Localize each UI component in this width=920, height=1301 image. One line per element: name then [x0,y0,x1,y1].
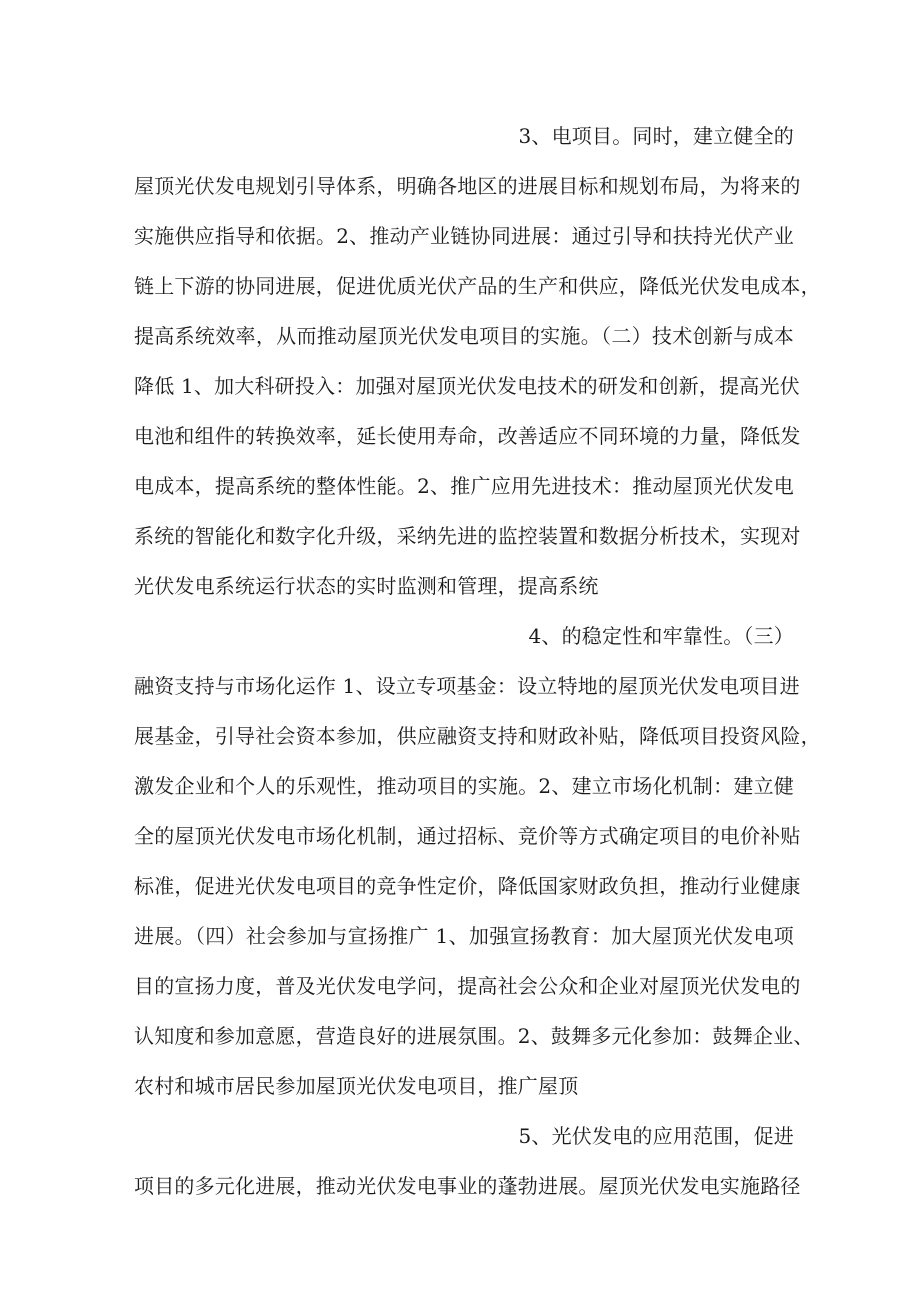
text-line: 提高系统效率，从而推动屋顶光伏发电项目的实施。（二）技术创新与成本 [134,324,794,348]
text-line: 光伏发电系统运行状态的实时监测和管理，提高系统 [134,574,599,598]
text-line: 展基金，引导社会资本参加，供应融资支持和财政补贴，降低项目投资风险， [134,724,821,748]
text-line: 系统的智能化和数字化升级，采纳先进的监控装置和数据分析技术，实现对 [134,524,801,548]
text-line: 认知度和参加意愿，营造良好的进展氛围。2、鼓舞多元化参加：鼓舞企业、 [134,1024,814,1048]
text-line: 电池和组件的转换效率，延长使用寿命，改善适应不同环境的力量，降低发 [134,424,801,448]
text-line: 全的屋顶光伏发电市场化机制，通过招标、竞价等方式确定项目的电价补贴 [134,824,801,848]
text-line: 农村和城市居民参加屋顶光伏发电项目，推广屋顶 [134,1074,579,1098]
text-line: 激发企业和个人的乐观性，推动项目的实施。2、建立市场化机制：建立健 [134,774,794,798]
text-line: 标准，促进光伏发电项目的竞争性定价，降低国家财政负担，推动行业健康 [134,874,801,898]
text-line: 3、电项目。同时，建立健全的 [518,124,794,148]
text-line: 降低 1、加大科研投入：加强对屋顶光伏发电技术的研发和创新，提高光伏 [134,374,800,398]
text-line: 电成本，提高系统的整体性能。2、推广应用先进技术：推动屋顶光伏发电 [134,474,794,498]
text-line: 链上下游的协同进展，促进优质光伏产品的生产和供应，降低光伏发电成本， [134,274,821,298]
text-line: 项目的多元化进展，推动光伏发电事业的蓬勃进展。屋顶光伏发电实施路径 [134,1174,801,1198]
text-line: 4、的稳定性和牢靠性。（三） [528,624,794,648]
text-line: 5、光伏发电的应用范围，促进 [518,1124,794,1148]
text-line: 融资支持与市场化运作 1、设立专项基金：设立特地的屋顶光伏发电项目进 [134,674,800,698]
text-line: 进展。（四）社会参加与宣扬推广 1、加强宣扬教育：加大屋顶光伏发电项 [134,924,794,948]
text-line: 目的宣扬力度，普及光伏发电学问，提高社会公众和企业对屋顶光伏发电的 [134,974,801,998]
text-line: 实施供应指导和依据。2、推动产业链协同进展：通过引导和扶持光伏产业 [134,224,794,248]
text-line: 屋顶光伏发电规划引导体系，明确各地区的进展目标和规划布局，为将来的 [134,174,801,198]
